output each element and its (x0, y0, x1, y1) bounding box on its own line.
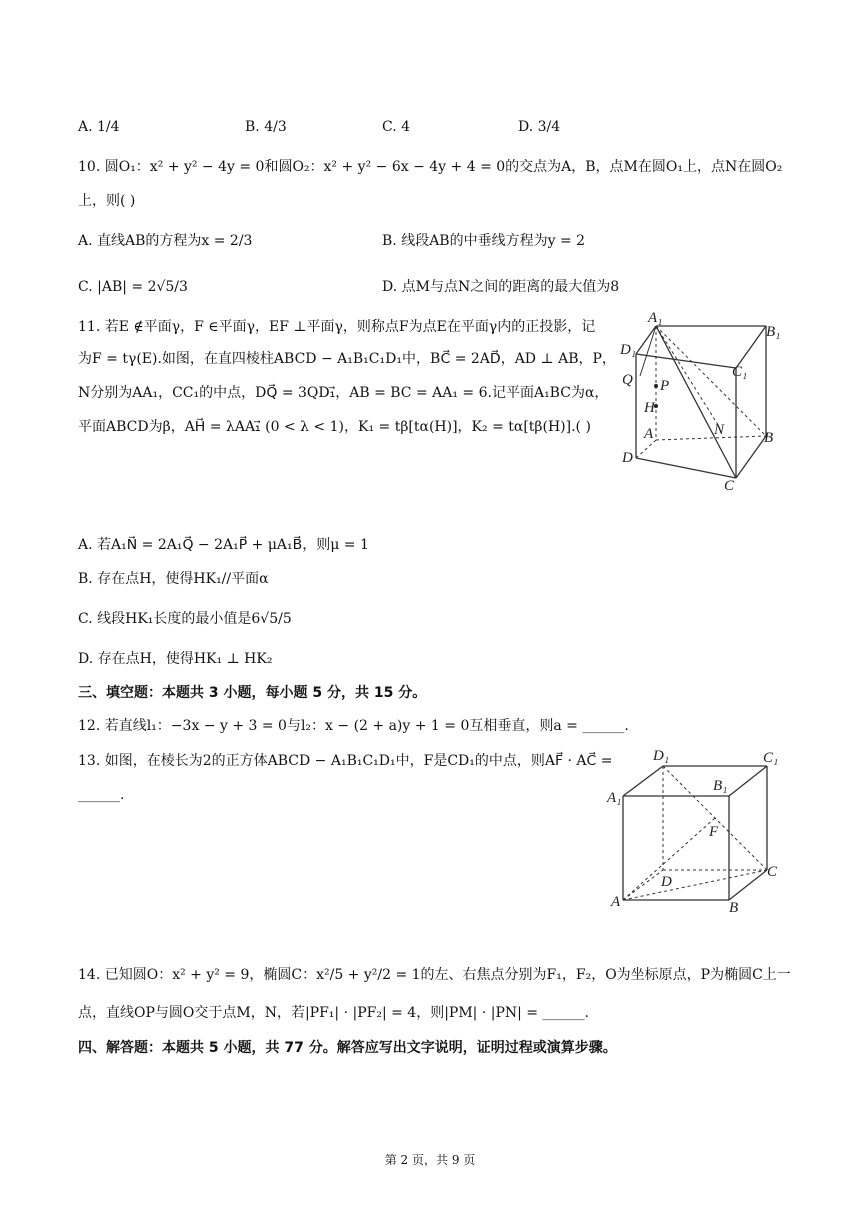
edge-a1-d1 (623, 766, 663, 796)
label-q: Q (622, 372, 633, 388)
label-f: F (709, 824, 719, 840)
q11-line3: N分别为AA₁，CC₁的中点，DQ⃗ = 3QD₁⃗，AB = BC = AA₁ = 6.记平面A₁BC为α， (78, 385, 609, 401)
label-h: H (644, 400, 655, 416)
label-d1: D₁ (620, 342, 637, 358)
section4-heading: 四、解答题：本题共 5 小题，共 77 分。解答应写出文字说明，证明过程或演算步骤。 (78, 1040, 617, 1056)
label-c: C (767, 864, 778, 880)
q11-line1: 11. 若E ∉平面γ，F ∈平面γ，EF ⊥平面γ，则称点F为点E在平面γ内的正投影，记 (78, 319, 596, 335)
q13-line2: ______. (78, 787, 125, 803)
q12-text: 12. 若直线l₁：−3x − y + 3 = 0与l₂：x − (2 + a)y + 1 = 0互相垂直，则a = ______. (78, 718, 629, 734)
q10-option-d: D. 点M与点N之间的距离的最大值为8 (382, 279, 620, 295)
section3-heading: 三、填空题：本题共 3 小题，每小题 5 分，共 15 分。 (78, 685, 427, 701)
edge-d-c (636, 458, 736, 478)
edge-c-b (736, 436, 766, 478)
q11-line2: 为F = tγ(E).如图，在直四棱柱ABCD − A₁B₁C₁D₁中，BC⃗ = 2AD⃗，AD ⊥ AB，P， (78, 351, 616, 367)
q9-option-a: A. 1/4 (78, 119, 120, 135)
q10-stem-line1: 10. 圆O₁：x² + y² − 4y = 0和圆O₂：x² + y² − 6x − 4y + 4 = 0的交点为A，B，点M在圆O₁上，点N在圆O₂ (78, 159, 783, 175)
q9-option-b: B. 4/3 (245, 119, 287, 135)
label-b1: B₁ (713, 778, 728, 794)
line-a1-b (656, 326, 766, 436)
edge-b-c (729, 870, 767, 900)
edge-a-b-hidden (656, 436, 766, 440)
line-a-c (623, 870, 767, 900)
q10-option-a: A. 直线AB的方程为x = 2/3 (78, 233, 253, 249)
label-d: D (622, 450, 633, 466)
edge-d-a-hidden (636, 440, 656, 458)
q10-option-c: C. |AB| = 2√5/3 (78, 279, 188, 295)
q11-option-b: B. 存在点H，使得HK₁//平面α (78, 571, 269, 587)
label-d: D (661, 874, 672, 890)
q9-option-d: D. 3/4 (518, 119, 561, 135)
label-a1: A₁ (648, 310, 663, 326)
label-c: C (724, 478, 735, 494)
point-p (654, 384, 658, 388)
label-c1: C₁ (732, 364, 748, 380)
q11-prism-figure (610, 310, 790, 495)
label-b: B (729, 900, 739, 916)
q11-option-a: A. 若A₁N⃗ = 2A₁Q⃗ − 2A₁P⃗ + μA₁B⃗，则μ = 1 (78, 537, 369, 553)
label-d1: D₁ (653, 748, 670, 764)
page-footer: 第 2 页，共 9 页 (384, 1153, 476, 1167)
q10-stem-line2: 上，则( ) (78, 193, 136, 209)
label-a: A (644, 426, 654, 442)
q11-option-d: D. 存在点H，使得HK₁ ⊥ HK₂ (78, 651, 273, 667)
edge-b1-c1 (736, 326, 766, 368)
q13-cube-figure (605, 740, 785, 920)
label-n: N (714, 422, 725, 438)
edge-a1-d1 (636, 326, 656, 354)
q13-line1: 13. 如图，在棱长为2的正方体ABCD − A₁B₁C₁D₁中，F是CD₁的中点，则AF⃗ · AC⃗ = (78, 753, 613, 769)
line-a1-c (656, 326, 736, 478)
q9-option-c: C. 4 (382, 119, 411, 135)
q10-option-b: B. 线段AB的中垂线方程为y = 2 (382, 233, 586, 249)
label-b: B (764, 430, 774, 446)
q14-line2: 点，直线OP与圆O交于点M，N，若|PF₁| · |PF₂| = 4，则|PM| · |PN| = ______. (78, 1005, 589, 1021)
label-c1: C₁ (763, 750, 779, 766)
edge-b1-c1 (729, 766, 767, 796)
label-a1: A₁ (607, 790, 622, 806)
label-a: A (611, 894, 621, 910)
q14-line1: 14. 已知圆O：x² + y² = 9，椭圆C：x²/5 + y²/2 = 1的左、右焦点分别为F₁，F₂，O为坐标原点，P为椭圆C上一 (78, 967, 791, 983)
label-b1: B₁ (766, 324, 781, 340)
line-q-a1 (640, 326, 656, 376)
line-a1-n (656, 326, 720, 428)
q11-line4: 平面ABCD为β，AH⃗ = λAA₁⃗ (0 < λ < 1)，K₁ = tβ[tα(H)]，K₂ = tα[tβ(H)].( ) (78, 419, 591, 435)
label-p: P (660, 378, 670, 394)
q11-option-c: C. 线段HK₁长度的最小值是6√5/5 (78, 611, 292, 627)
